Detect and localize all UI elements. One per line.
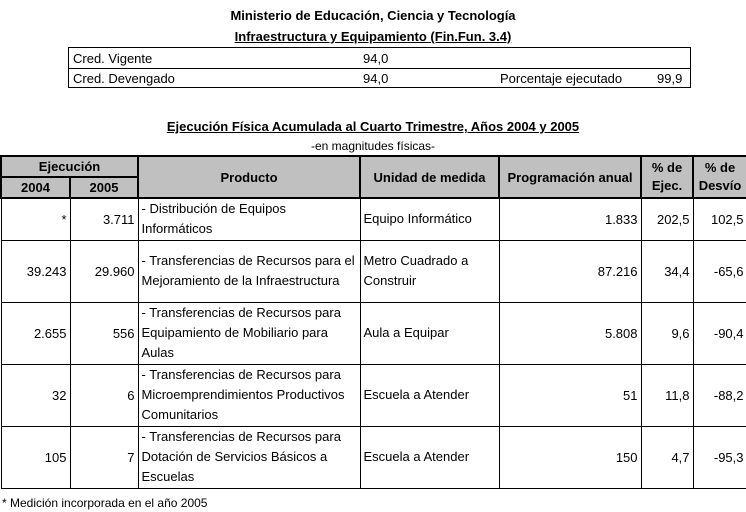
cell-2005: 6 (70, 364, 138, 426)
header-pct-desvio-line2: Desvío (698, 178, 742, 193)
header-programacion: Programación anual (499, 156, 641, 198)
header-unidad: Unidad de medida (360, 156, 499, 198)
cell-pct-ejec: 11,8 (641, 364, 693, 426)
cell-pct-desvio: -88,2 (693, 364, 746, 426)
program-title: Infraestructura y Equipamiento (Fin.Fun. 3.4) (234, 29, 512, 44)
credits-box (68, 47, 691, 88)
cell-2004: 105 (1, 426, 70, 488)
cell-pct-ejec: 202,5 (641, 198, 693, 240)
credit-vigente-label: Cred. Vigente (73, 51, 153, 66)
header-pct-ejec-line2: Ejec. (651, 178, 683, 193)
header-pct-ejec (641, 156, 693, 198)
header-pct-desvio-line1: % de (704, 160, 736, 175)
cell-producto: - Distribución de Equipos Informáticos (138, 198, 360, 240)
credit-devengado-value: 94,0 (363, 71, 389, 86)
cell-2004: 2.655 (1, 302, 70, 364)
cell-2005: 29.960 (70, 240, 138, 302)
cell-pct-desvio: -65,6 (693, 240, 746, 302)
credit-vigente-value: 94,0 (363, 51, 389, 66)
credit-devengado-label: Cred. Devengado (73, 71, 175, 86)
cell-programacion: 5.808 (499, 302, 641, 364)
credit-vigente-row (69, 48, 690, 69)
cell-pct-desvio: -95,3 (693, 426, 746, 488)
cell-unidad: Metro Cuadrado a Construir (360, 240, 499, 302)
cell-pct-ejec: 9,6 (641, 302, 693, 364)
cell-2004: * (1, 198, 70, 240)
cell-pct-ejec: 34,4 (641, 240, 693, 302)
table-row (1, 240, 746, 302)
porcentaje-label: Porcentaje ejecutado (500, 71, 623, 86)
header-ejecucion: Ejecución (1, 156, 138, 177)
cell-pct-desvio: -90,4 (693, 302, 746, 364)
cell-programacion: 150 (499, 426, 641, 488)
cell-unidad: Aula a Equipar (360, 302, 499, 364)
cell-programacion: 87.216 (499, 240, 641, 302)
header-pct-desvio (693, 156, 746, 198)
table-row (1, 426, 746, 488)
cell-producto: - Transferencias de Recursos para Equipamiento de Mobiliario para Aulas (138, 302, 360, 364)
cell-producto: - Transferencias de Recursos para el Mejoramiento de la Infraestructura (138, 240, 360, 302)
ministry-title: Ministerio de Educación, Ciencia y Tecnología (230, 8, 516, 23)
footnote: * Medición incorporada en el año 2005 (2, 496, 208, 510)
cell-programacion: 1.833 (499, 198, 641, 240)
table-row (1, 302, 746, 364)
cell-2005: 556 (70, 302, 138, 364)
cell-unidad: Escuela a Atender (360, 426, 499, 488)
cell-pct-desvio: 102,5 (693, 198, 746, 240)
cell-programacion: 51 (499, 364, 641, 426)
header-producto: Producto (138, 156, 360, 198)
header-2005: 2005 (70, 177, 138, 198)
cell-2004: 39.243 (1, 240, 70, 302)
cell-2005: 3.711 (70, 198, 138, 240)
table-subtitle: -en magnitudes físicas- (310, 139, 436, 153)
cell-producto: - Transferencias de Recursos para Dotación de Servicios Básicos a Escuelas (138, 426, 360, 488)
credit-devengado-row (69, 68, 690, 88)
cell-pct-ejec: 4,7 (641, 426, 693, 488)
cell-2004: 32 (1, 364, 70, 426)
cell-2005: 7 (70, 426, 138, 488)
cell-unidad: Escuela a Atender (360, 364, 499, 426)
cell-unidad: Equipo Informático (360, 198, 499, 240)
header-2004: 2004 (1, 177, 70, 198)
cell-producto: - Transferencias de Recursos para Microemprendimientos Productivos Comunitarios (138, 364, 360, 426)
table-row (1, 364, 746, 426)
table-row (1, 198, 746, 240)
porcentaje-value: 99,9 (657, 71, 683, 86)
table-title: Ejecución Física Acumulada al Cuarto Trimestre, Años 2004 y 2005 (166, 119, 580, 134)
header-pct-ejec-line1: % de (651, 160, 683, 175)
execution-table (0, 155, 746, 489)
